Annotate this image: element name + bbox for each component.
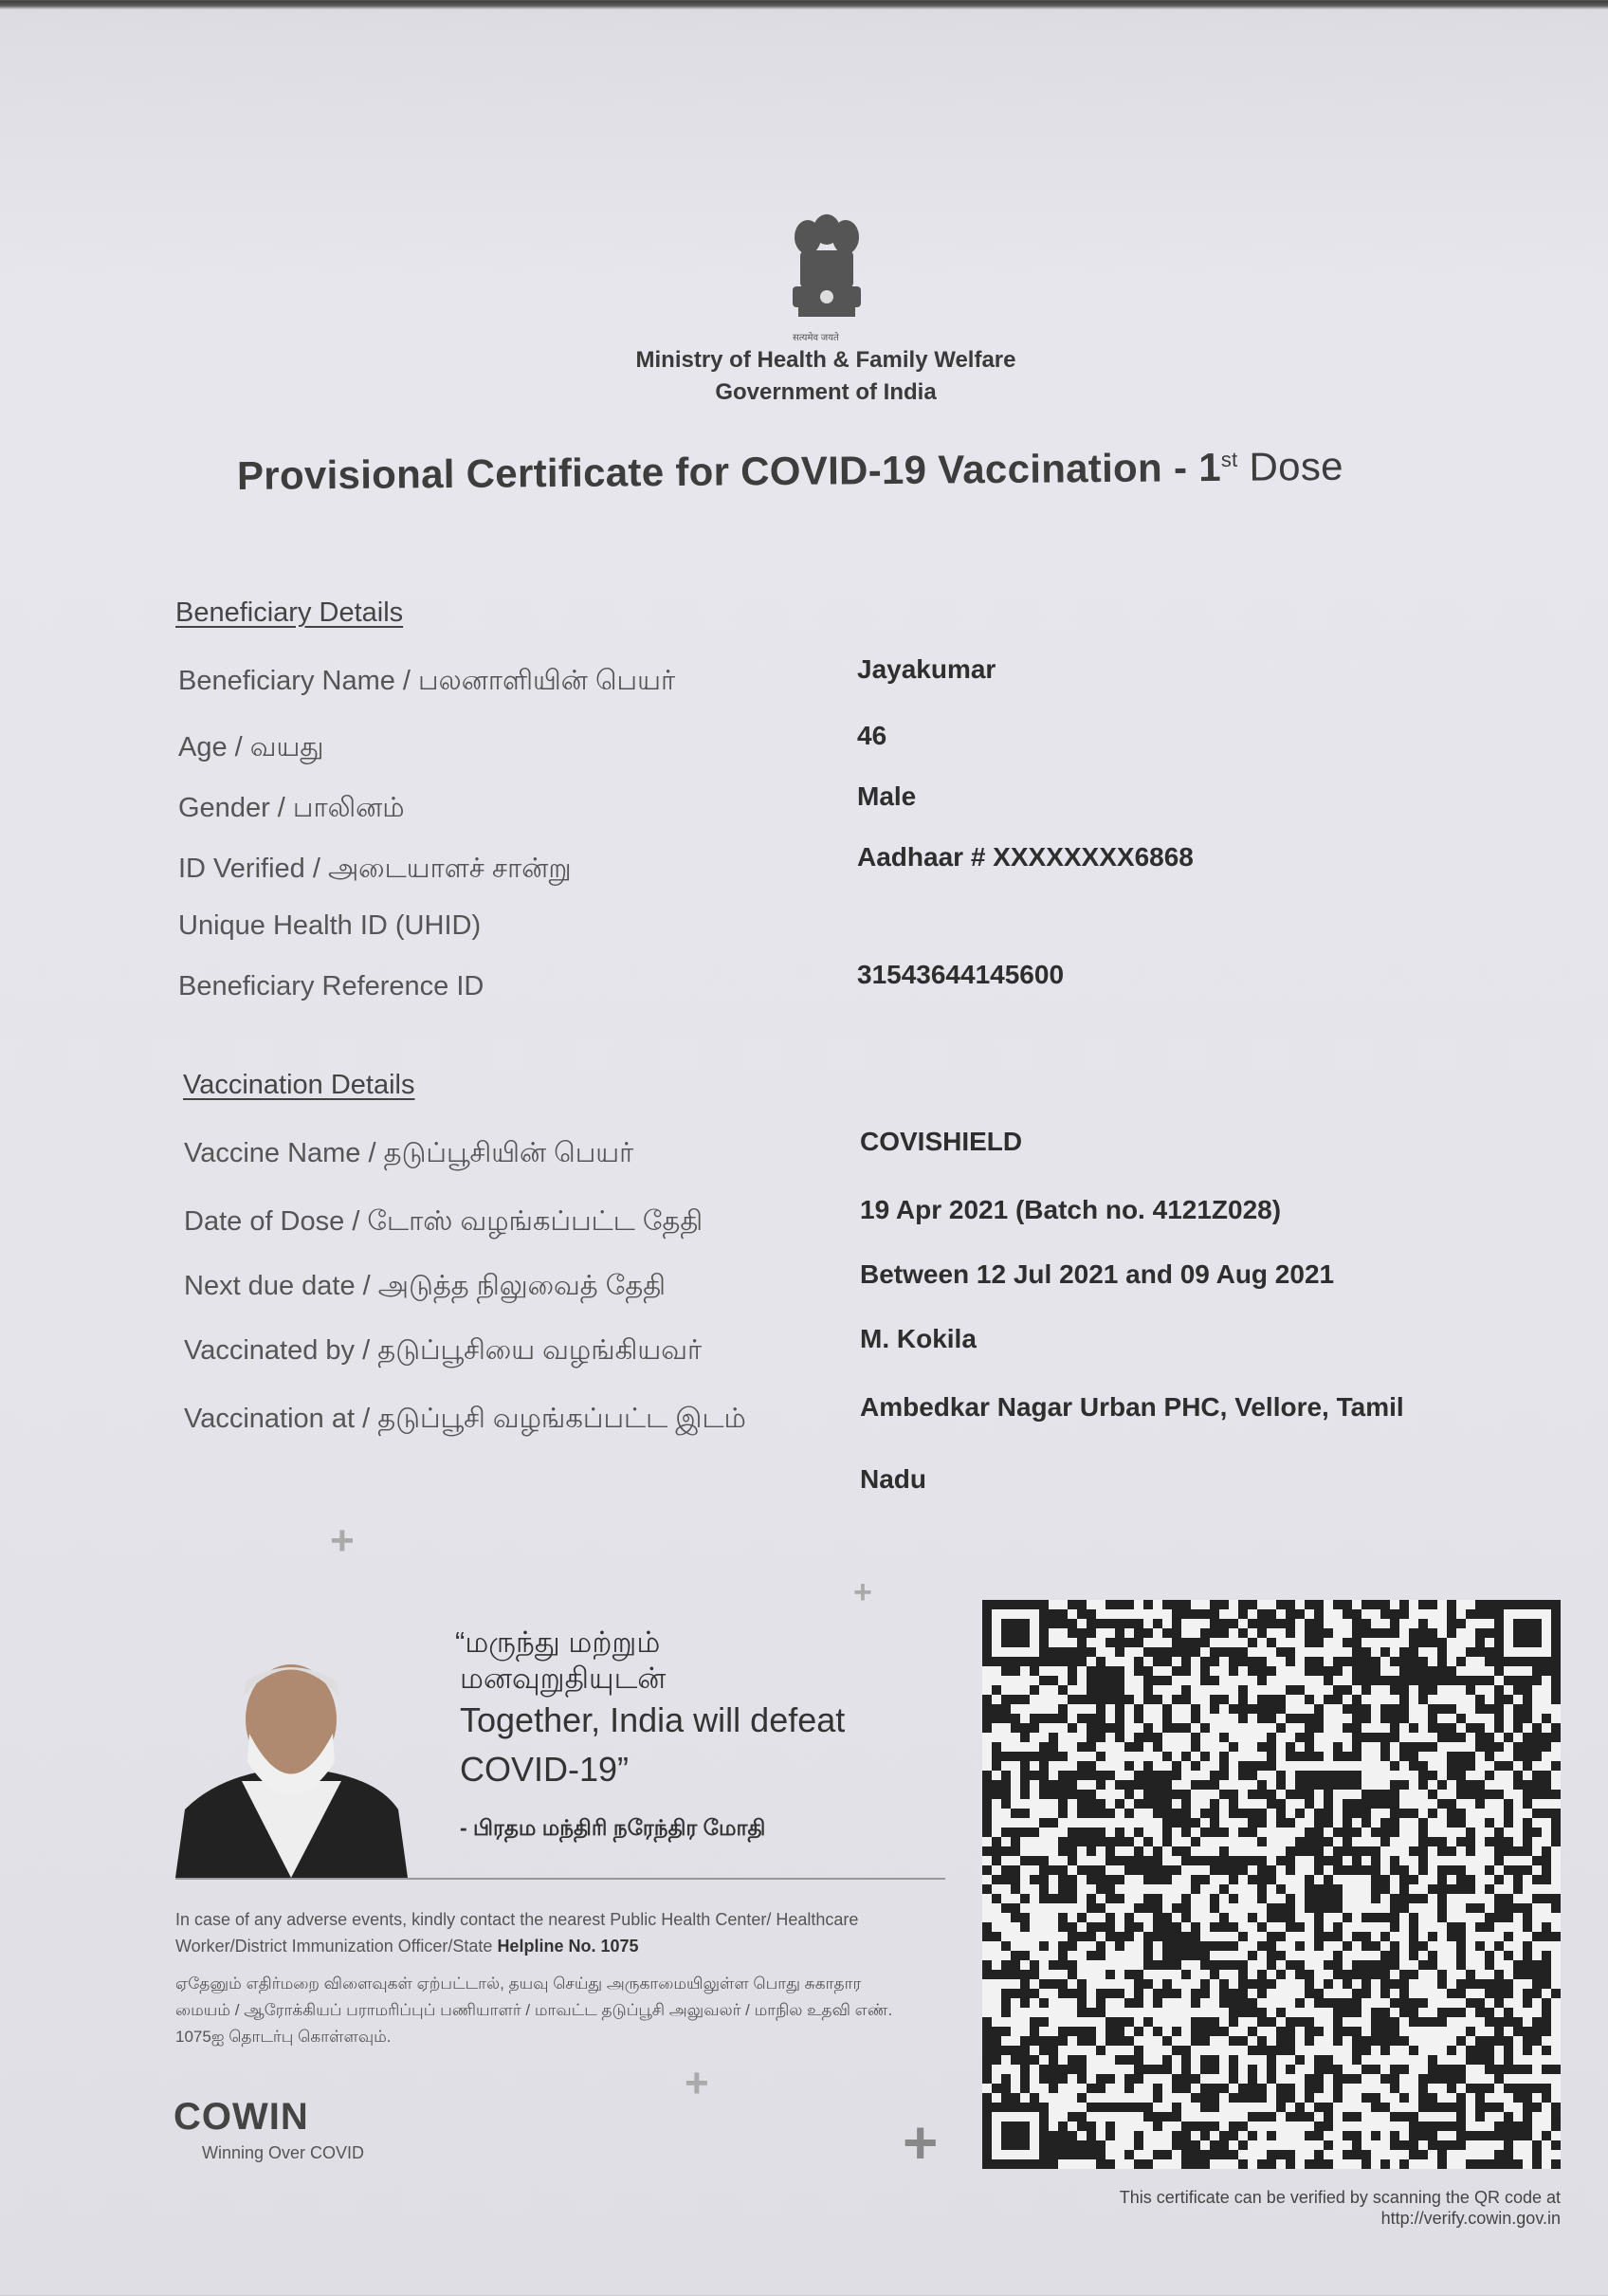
quote-attribution: - பிரதம மந்திரி நரேந்திர மோதி <box>460 1815 766 1840</box>
plus-decoration: + <box>903 2108 939 2177</box>
vaccination-label: Vaccine Name / தடுப்பூசியின் பெயர் <box>184 1138 634 1168</box>
beneficiary-value: Jayakumar <box>857 654 996 684</box>
vaccination-label: Vaccinated by / தடுப்பூசியை வழங்கியவர் <box>184 1335 703 1366</box>
prime-minister-photo <box>175 1648 408 1878</box>
certificate-title: Provisional Certificate for COVID-19 Vaccination - 1st Dose <box>236 443 1343 498</box>
emblem-caption: सत्यमेव जयते <box>793 333 839 343</box>
vaccination-value: 19 Apr 2021 (Batch no. 4121Z028) <box>860 1195 1282 1224</box>
verify-url[interactable]: http://verify.cowin.gov.in <box>1380 2209 1561 2228</box>
vaccination-value: M. Kokila <box>860 1324 977 1353</box>
adverse-events-notice: In case of any adverse events, kindly contact the nearest Public Health Center/ Healthcare Worker/District Immunization Officer/State Helpline No. 1075 <box>175 1910 859 1956</box>
plus-decoration: + <box>853 1574 872 1610</box>
beneficiary-label: Beneficiary Name / பலனாளியின் பெயர் <box>178 666 676 696</box>
vaccination-label: Vaccination at / தடுப்பூசி வழங்கப்பட்ட இடம் <box>184 1404 746 1434</box>
beneficiary-label: ID Verified / அடையாளச் சான்று <box>178 854 572 884</box>
qr-code[interactable] <box>981 1600 1562 2169</box>
quote-tamil-line-2: மனவுறுதியுடன் <box>460 1662 667 1695</box>
vaccination-value: Ambedkar Nagar Urban PHC, Vellore, Tamil <box>860 1392 1404 1422</box>
quote-english-line-1: Together, India will defeat <box>460 1700 846 1739</box>
verify-text: This certificate can be verified by scanning the QR code at <box>1119 2188 1561 2207</box>
beneficiary-details-heading: Beneficiary Details <box>175 597 404 628</box>
quote-tamil-line-1: “மருந்து மற்றும் <box>455 1626 661 1659</box>
beneficiary-value: Aadhaar # XXXXXXXX6868 <box>857 842 1194 872</box>
cowin-logo: COWIN <box>174 2096 309 2138</box>
plus-decoration: + <box>685 2060 709 2106</box>
beneficiary-value: 46 <box>857 721 887 750</box>
verify-note <box>1120 2187 1561 2229</box>
vaccination-value: Between 12 Jul 2021 and 09 Aug 2021 <box>860 1259 1335 1289</box>
national-emblem <box>779 201 874 343</box>
beneficiary-value: 31543644145600 <box>857 960 1065 989</box>
vaccination-label: Date of Dose / டோஸ் வழங்கப்பட்ட தேதி <box>184 1206 704 1237</box>
beneficiary-label: Age / வயது <box>178 732 324 762</box>
government-name: Government of India <box>715 379 937 405</box>
vaccination-details-heading: Vaccination Details <box>183 1070 415 1100</box>
vaccination-label: Next due date / அடுத்த நிலுவைத் தேதி <box>184 1271 666 1301</box>
vaccination-at-value-cont: Nadu <box>860 1464 926 1494</box>
divider <box>175 1878 945 1880</box>
beneficiary-label: Beneficiary Reference ID <box>178 971 484 1001</box>
quote-english-line-2: COVID-19” <box>460 1750 630 1789</box>
beneficiary-label: Gender / பாலினம் <box>178 793 405 823</box>
ministry-name: Ministry of Health & Family Welfare <box>635 347 1016 373</box>
adverse-events-notice-tamil: ஏதேனும் எதிர்மறை விளைவுகள் ஏற்பட்டால், தயவு செய்து அருகாமையிலுள்ள பொது சுகாதார மையம் / ஆரோக்கியப் பராமரிப்புப் பணியாளர் / மாவட்ட தடுப்பூசி அலுவலர் / மாநில உதவி எண். 1075ஐ தொடர்பு கொள்ளவும். <box>175 1975 893 2046</box>
cowin-tagline: Winning Over COVID <box>202 2143 365 2162</box>
vaccination-value: COVISHIELD <box>860 1127 1023 1156</box>
plus-decoration: + <box>330 1517 355 1564</box>
beneficiary-label: Unique Health ID (UHID) <box>178 910 482 941</box>
beneficiary-value: Male <box>857 781 917 811</box>
